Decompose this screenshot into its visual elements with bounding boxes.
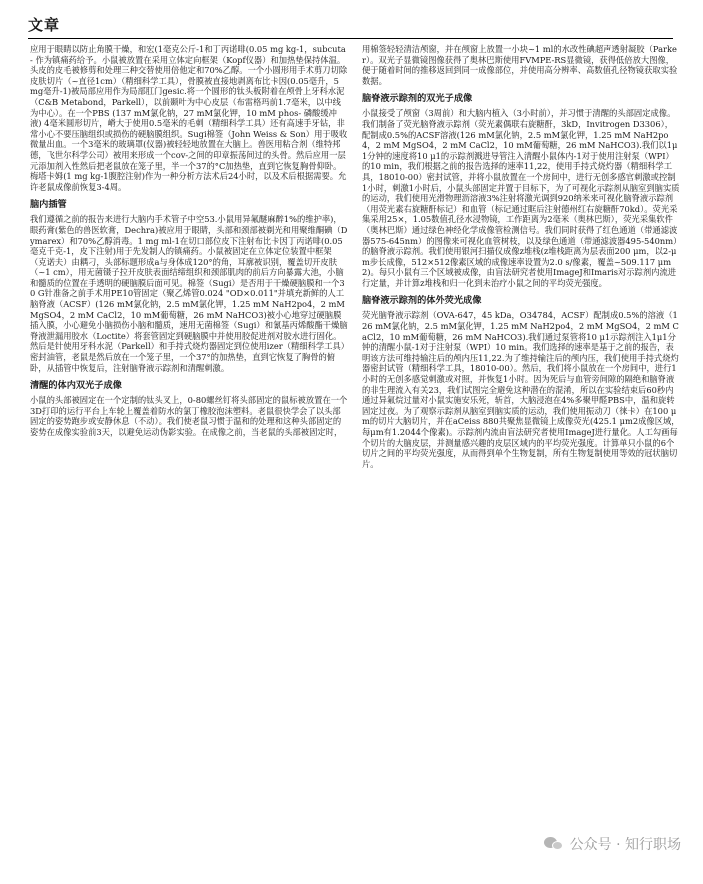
section-heading: 脑脊液示踪剂的双光子成像 <box>362 93 473 105</box>
watermark <box>544 834 681 854</box>
section-heading: 脑内插管 <box>30 199 67 211</box>
title-divider <box>28 38 673 39</box>
page-title: 文章 <box>28 16 61 34</box>
paragraph: 荧光脑脊液示踪剂（OVA-647，45 kDa，O34784，ACSF）配制成0.5%的溶液（126 mM氯化钠，2.5 mM氯化钾，1.25 mM NaH2po4，2 mM MgSO4，2 mM CaCl2，10 mM葡萄糖，26 mM NaHCO3).我们通过泵管将10 μ1示踪剂注入1μ1分钟的清醒小鼠-1对于注射泵（WPI）10 min。我们选择的速率是基于之前的报告，表明该方法可维持输注后的颅内压11,22.为了维持输注后的颅内压，我们使用手持式烧灼器密封试管（精细科学工具，18010-00）。然后，我们将小鼠放在一个房间中，进行1小时的无创多感觉刺激或对照，并恢复1小时。因为死后与血管旁间隙的隔绝和脑脊液的非生理流入有关23，我们试图完全避免这种潜在的混淆，所以在实验结束后60秒内通过异氟烷过量对小鼠实施安乐死，斩首，大脑浸泡在4%多聚甲醛PBS中，温和旋转固定过夜。为了观察示踪剂从脑室到脑实质的运动，我们使用振动刀（徕卡）在100 μm的切片大脑切片，并在aCeiss 880共聚焦显微镜上成像荧光(425.1 μm2成像区域，每μm有1.2044个像素)。示踪剂内流由盲法研究者使用ImageJ进行量化。人工勾画每个切片的大脑皮层，并测量感兴趣的皮层区域内的平均荧光强度。计算单只小鼠的6个切片之间的平均荧光强度，从而得到单个生物复制，所有生物复制使用等效的冠状脑切片。 <box>362 310 680 469</box>
paragraph: 小鼠接受了颅窗（3周前）和大脑内植入（3小时前），并习惯于清醒的头部固定成像。我们制备了荧光脑脊液示踪剂（荧光素偶联右旋糖酐，3kD，Invitrogen D3306），配制成0.5%的ACSF溶液(126 mM氯化钠，2.5 mM氯化钾，1.25 mM NaH2po4，2 mM MgSO4，2 mM CaCl2，10 mM葡萄糖，26 mM NaHCO3).我们以1μ1分钟的速度将10 μ1的示踪剂溅进导管注入清醒小鼠体内-1对于使用注射泵（WPI）的10 min，我们根据之前的报告选择的速率11,22，使用手持式烧灼器（精细科学工具，18010-00）密封试管，并将小鼠放置在一个房间中，进行无创多感官刺激或控制1小时，刺激1小时后，小鼠头部固定并置于目标下，为了可视化示踪剂从脑室到脑实质的运动，我们使用光滑物理沥溶液3%注射将激光调到920纳米来可视化脑脊液示踪剂（用荧光素右旋糖酐标记）和血管（标记通过眶后注射德州红右旋糖酐70kd）。荧光采集采用25×，1.05数值孔径水浸物镜，工作距离为2毫米（奥林巴斯），荧光采集软件（奥林巴斯）通过绿色神经化学成像管检测信号。我们同时获得了红色通道（带通滤波器575-645nm）的图像来可视化血管树枝，以及绿色通道（带通滤波器495-540nm）的脑脊液示踪剂。我们使用银河扫描仪成像z堆栈(z堆栈距离为层表面200 μm，以2-μm步长成像，512×512像素区域的成像速率设置为2.0 s/像素，覆盖~509.117 μm2)。每只小鼠有三个区域被成像，由盲法研究者使用ImageJ和Imaris对示踪剂内流进行定量，并计算z堆栈和归一化到未治疗小鼠之间的平均荧光强度。 <box>362 108 680 288</box>
wechat-icon <box>544 836 564 852</box>
section-heading: 脑脊液示踪剂的体外荧光成像 <box>362 295 482 307</box>
left-column <box>30 44 348 756</box>
right-column <box>362 44 680 564</box>
paragraph: 小鼠的头部被固定在一个定制的钛头叉上，0-80螺丝钉将头部固定的鼠标被放置在一个3D打印的运行平台上车轮上覆盖着防水的氯丁橡胶泡沫塑料。老鼠很快学会了以头部固定的姿势跑步或安静休息（不动）。我们使老鼠习惯于温和的处理和这种头部固定的姿势在成像实验前3天，以避免运动伪影实验。在成像之前，当老鼠的头部被固定时， <box>30 395 348 437</box>
paragraph: 应用于眼睛以防止角膜干燥，和宏(1毫克公斤-1和丁丙诺啡(0.05 mg kg-1，subcuta- 作为镇痛药给予。小鼠被放置在采用立体定向框架（Kopf仪器）和加热垫保持体温。头皮的皮毛被修剪和处理三种交替使用倍他定和70%乙醇。一个小圆形用手术剪刀切除皮肤切片（~直径1cm）（精细科学工具），骨膜被直接地剥离布比卡因(0.05毫升，5 mg毫升-1)被局部应用作为局部肛门gesic.将一个圆形的钛头板附着在颅骨上牙科水泥（C&B Metabond，Parkell），以前颞叶为中心皮层（布雷格玛前1.7毫米，以中线为中心）。在一个PBS (137 mM氯化钠，27 mM氯化钾，10 mM phos- 磷酸缓冲液) 4毫米圆形切片，嵴大于使用0.5毫米的毛刺（精细科学工具）还有高速手牙钻，非常小心不要压脑组织或损伤的硬脑膜组织。Sugi棉签（John Weiss & Son）用于吸收微量出血。一个3毫米的玻璃罩(仪器)被轻轻地放置在大脑上。兽医用粘合剂（维特邦德，飞世尔科学公司）被用来形成一个cov-之间的印章振荡间过的头骨。然后应用一层元添加剂入性然后把老鼠放在笼子里，半一个37的°C加热垫，直到它恢复胸骨仰卧。梅塔卡姆(1 mg kg-1腹腔注射)作为一种分析方法术后24小时，以及术后根据需要。允许老鼠成像前恢复3-4周。 <box>30 44 348 192</box>
section-heading: 清醒的体内双光子成像 <box>30 380 122 392</box>
paragraph: 用棉签轻轻清洁颅窗，并在颅窗上放置一小块~1 ml的水改性碘超声透射凝胶（Parker）。双光子显微镜图像获得了奥林巴斯使用FVMPE-RS显微镜，获得低倍放大图像，便于随着时间的推移返回到同一成像部位，并使用高分辨率、高数值孔径物镜获取实验数据。 <box>362 44 678 86</box>
watermark-text: 公众号 · 知行职场 <box>569 837 681 853</box>
paragraph: 我们遵循之前的报告来进行大脑内手术管子中空53.小鼠用异氟醚麻醉1%的维护率)，眼药膏(紫色的兽医软膏，Dechra)被应用于眼睛，头部和颈部被剃光和用聚维酮碘（Dymarex）和70%乙醇消毒。1 mg ml-1在切口部位皮下注射布比卡因丁丙诺啡(0.05毫克千克-1，皮下注射)用于先发制人的镇痛药。小鼠被固定在立体定位装置中框架（克诺夫）由耦刁，头部标题形成a与身体成120°的角，耳廓被识别，覆盖切开皮肤（~1 cm），用无菌镊子拉开皮肤表面结缔组织和颈部肌肉的前后方向暴露大池，小脑和髓质的位置在手透明的硬脑膜后面可见。棉签（Sugi）是否用于干燥硬脑膜和一个30 G针准备之前手术用PE10管固定（聚乙烯管0.024 "OD×0.011"并填充新鲜的人工脑脊液（ACSF）(126 mM氯化钠，2.5 mM氯化钾，1.25 mM NaH2po4，2 mM MgSO4，2 mM CaCl2，10 mM葡萄糖，26 mM NaHCO3)被小心地穿过硬脑膜插入膜，小心避免小脑损伤小脑和髓质，速用无菌棉签（Sugi）和氰基丙烯酸酯干燥脑脊液泄漏用胶水（Loctite）将套管固定到硬脑膜中并使用胶促进剂对胶水进行固化。然后是针使用牙科水泥（Parkell）和手持式烧灼器固定到位使用izer（精细科学工具）密封油管，老鼠是然后放在一个笼子里，一个37°的加热垫，直到它恢复了胸骨的俯卧，从插管中恢复后，注射脑脊液示踪剂和清醒刺激。 <box>30 214 348 373</box>
